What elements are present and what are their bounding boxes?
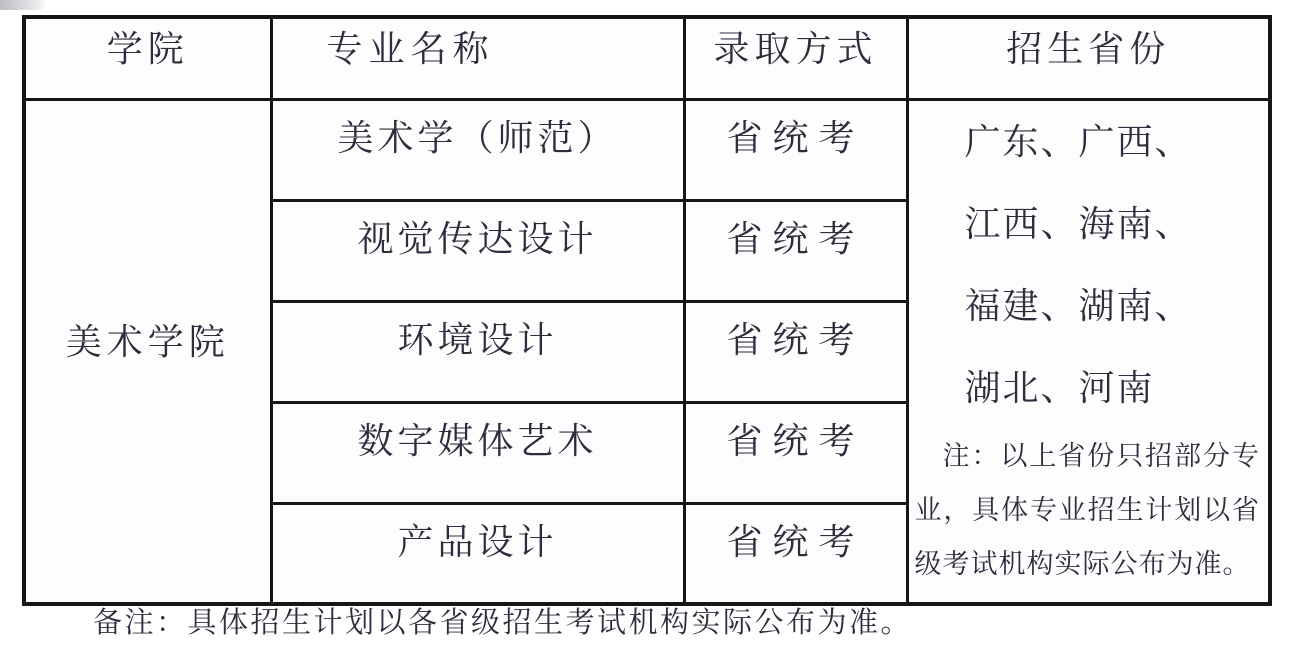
header-row xyxy=(24,17,1270,99)
major-name: 视觉传达设计 xyxy=(271,200,684,301)
provinces-note: 注：以上省份只招部分专业，具体专业招生计划以省级考试机构实际公布为准。 xyxy=(914,440,1260,579)
header-major: 专业名称 xyxy=(271,17,684,99)
admission-method: 省统考 xyxy=(684,503,907,604)
header-college: 学院 xyxy=(24,17,271,99)
table-row xyxy=(24,99,1270,200)
admission-table xyxy=(22,15,1272,606)
college-name: 美术学院 xyxy=(24,99,271,604)
admission-method: 省统考 xyxy=(684,402,907,503)
provinces-line: 湖北、河南 xyxy=(964,367,1155,408)
provinces-line: 江西、海南、 xyxy=(964,203,1193,244)
header-provinces: 招生省份 xyxy=(907,17,1270,99)
provinces-line: 广东、广西、 xyxy=(964,121,1193,162)
provinces-cell xyxy=(907,99,1270,604)
admission-method: 省统考 xyxy=(684,99,907,200)
footer-remark: 备注：具体招生计划以各省级招生考试机构实际公布为准。 xyxy=(93,607,913,639)
major-name: 产品设计 xyxy=(271,503,684,604)
major-name: 数字媒体艺术 xyxy=(271,402,684,503)
scan-artifact xyxy=(0,0,46,10)
provinces-line: 福建、湖南、 xyxy=(964,285,1193,326)
admission-method: 省统考 xyxy=(684,200,907,301)
provinces-list xyxy=(909,101,1269,429)
major-name: 环境设计 xyxy=(271,301,684,402)
major-name: 美术学（师范） xyxy=(271,99,684,200)
admission-method: 省统考 xyxy=(684,301,907,402)
header-admission-method: 录取方式 xyxy=(684,17,907,99)
